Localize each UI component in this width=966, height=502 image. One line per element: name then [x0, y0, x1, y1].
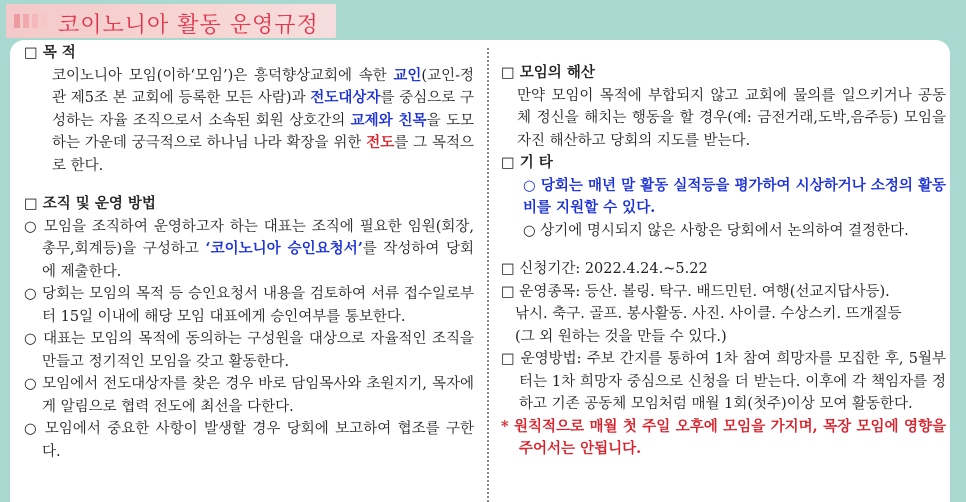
- application-period: □ 신청기간: 2022.4.24.~5.22: [501, 261, 708, 277]
- org-item-3: ○ 대표는 모임의 목적에 동의하는 구성원을 대상으로 자율적인 조직을 만들고 정기적인 모임을 갖고 활동한다.: [24, 331, 474, 370]
- title-banner: [6, 4, 336, 38]
- etc-item-1: ○ 당회는 매년 말 활동 실적등을 평가하여 시상하거나 소정의 활동비를 지원할 수 있다.: [523, 176, 946, 216]
- organization-heading: □ 조직 및 운영 방법: [24, 196, 156, 212]
- activity-types-note: (그 외 원하는 것을 만들 수 있다.): [515, 328, 727, 345]
- operation-method: □ 운영방법: 주보 간지를 통하여 1차 참여 희망자를 모집한 후, 5월부터는 1차 희망자 중심으로 신청을 더 받는다. 이후에 각 책임자를 정하고 기존 공동체 모임처럼 매월 1회(첫주)이상 모여 활동한다.: [501, 351, 946, 412]
- left-column: [24, 42, 474, 463]
- right-column: [501, 62, 946, 461]
- org-item-1: ○ 모임을 조직하여 운영하고자 하는 대표는 조직에 필요한 임원(회장,총무,회계등)을 구성하고 ‘코이노니아 승인요청서’를 작성하여 당회에 제출한다.: [24, 218, 474, 280]
- etc-heading: □ 기 타: [501, 155, 553, 171]
- purpose-heading: □ 목 적: [24, 45, 76, 61]
- dissolution-heading: □ 모임의 해산: [501, 65, 595, 81]
- decoration-stripes-icon: [14, 12, 50, 30]
- column-divider: [487, 48, 489, 502]
- page-title: 코이노니아 활동 운영규정: [58, 13, 319, 38]
- org-item-2: ○ 당회는 모임의 목적 등 승인요청서 내용을 검토하여 서류 접수일로부터 15일 이내에 해당 모임 대표에게 승인여부를 통보한다.: [24, 286, 474, 325]
- important-notice: * 원칙적으로 매월 첫 주일 오후에 모임을 가지며, 목장 모임에 영향을 주어서는 안됩니다.: [501, 417, 946, 457]
- org-item-4: ○ 모임에서 전도대상자를 찾은 경우 바로 담임목사와 초원지기, 목자에게 알림으로 협력 전도에 최선을 다한다.: [24, 376, 474, 415]
- dissolution-text: 만약 모임이 목적에 부합되지 않고 교회에 물의를 일으키거나 공동체 정신을 해치는 행동을 할 경우(예: 금전거래,도박,음주등) 모임을 자진 해산하고 당회의 지도를 받는다.: [517, 87, 946, 149]
- org-item-5: ○ 모임에서 중요한 사항이 발생할 경우 당회에 보고하여 협조를 구한다.: [24, 421, 474, 460]
- etc-item-2: ○ 상기에 명시되지 않은 사항은 당회에서 논의하여 결정한다.: [523, 222, 909, 239]
- activity-types-cont: 낚시. 축구. 골프. 봉사활동. 사진. 사이클. 수상스키. 뜨개질등: [515, 306, 902, 322]
- purpose-text: 코이노니아 모임(이하‘모임’)은 흥덕향상교회에 속한 교인(교인-정관 제5조 본 교회에 등록한 모든 사람)과 전도대상자를 중심으로 구성하는 자율 조직으로서 소속된 회원 상호간의 교제와 친목을 도모하는 가운데 궁극적으로 하나님 나라 확장을 위한 전도를 그 목적으로 한다.: [52, 66, 475, 174]
- activity-types: □ 운영종목: 등산. 볼링. 탁구. 배드민턴. 여행(선교지답사등).: [501, 283, 890, 300]
